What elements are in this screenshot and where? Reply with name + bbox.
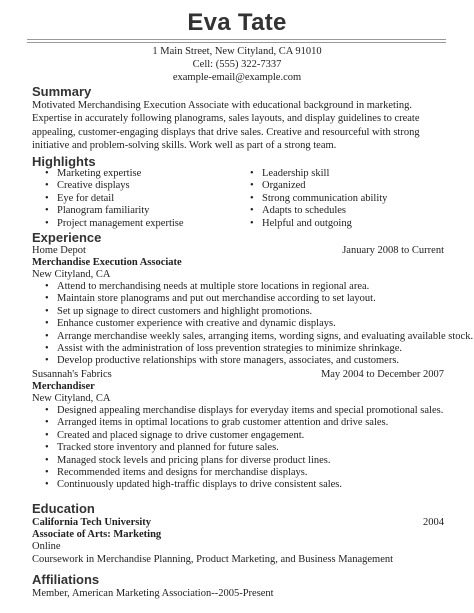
education-mode: Online (32, 541, 61, 552)
job2-company: Susannah's Fabrics (32, 369, 112, 380)
job1-company: Home Depot (32, 245, 86, 256)
header-rule-top (27, 39, 446, 40)
list-item: • Arranged items in optimal locations to grab customer attention and drive sales. (40, 417, 443, 429)
highlights-right-list (245, 168, 387, 230)
job2-dates: May 2004 to December 2007 (320, 369, 444, 380)
list-item: • Organized (245, 180, 387, 192)
education-coursework: Coursework in Merchandise Planning, Product Marketing, and Business Management (32, 554, 394, 565)
list-item: • Assist with the administration of loss prevention strategies to minimize shrinkage. (40, 343, 473, 355)
summary-text: Motivated Merchandising Execution Associate with educational background in marketing. Expertise in accurately following planograms, sales layouts, and display guidelines to create appealing, customer-engaging displays that drive sales. Creative and resourceful with strong initiative and problem-solving skills. Work well as part of a strong team. (32, 100, 420, 151)
email-line: example-email@example.com (172, 72, 302, 83)
list-item: • Leadership skill (245, 168, 387, 180)
job2-location: New Cityland, CA (32, 393, 111, 404)
education-heading: Education (32, 501, 95, 516)
affiliations-text: Member, American Marketing Association--2005-Present (32, 588, 274, 599)
list-item: • Attend to merchandising needs at multiple store locations in regional area. (40, 281, 473, 293)
highlights-heading: Highlights (32, 154, 96, 169)
list-item: • Adapts to schedules (245, 205, 387, 217)
job2-role: Merchandiser (32, 381, 95, 392)
list-item: • Set up signage to direct customers and highlight promotions. (40, 306, 473, 318)
list-item: • Project management expertise (40, 218, 184, 230)
highlights-left-list (40, 168, 184, 230)
list-item: • Planogram familiarity (40, 205, 184, 217)
education-year: 2004 (423, 517, 444, 528)
list-item: • Maintain store planograms and put out merchandise according to set layout. (40, 293, 473, 305)
header-rule-bottom (27, 42, 446, 43)
list-item: • Arrange merchandise weekly sales, arranging items, wording signs, and evaluating available stock. (40, 331, 473, 343)
list-item: • Enhance customer experience with creative and dynamic displays. (40, 318, 473, 330)
list-item: • Creative displays (40, 180, 184, 192)
list-item: • Designed appealing merchandise displays for everyday items and special promotional sales. (40, 405, 443, 417)
experience-heading: Experience (32, 230, 102, 245)
list-item: • Continuously updated high-traffic displays to drive consistent sales. (40, 479, 443, 491)
affiliations-heading: Affiliations (32, 572, 100, 587)
list-item: • Marketing expertise (40, 168, 184, 180)
job1-location: New Cityland, CA (32, 269, 111, 280)
address-line: 1 Main Street, New Cityland, CA 91010 (152, 46, 322, 57)
list-item: • Created and placed signage to drive customer engagement. (40, 430, 443, 442)
list-item: • Tracked store inventory and planned for future sales. (40, 442, 443, 454)
job1-role: Merchandise Execution Associate (32, 257, 182, 268)
contact-block (0, 45, 474, 84)
list-item: • Helpful and outgoing (245, 218, 387, 230)
summary-heading: Summary (32, 84, 92, 99)
job1-dates: January 2008 to Current (342, 245, 444, 256)
phone-line: Cell: (555) 322-7337 (192, 59, 282, 70)
list-item: • Eye for detail (40, 193, 184, 205)
list-item: • Recommended items and designs for merchandise displays. (40, 467, 443, 479)
list-item: • Strong communication ability (245, 193, 387, 205)
candidate-name: Eva Tate (187, 9, 287, 36)
education-degree: Associate of Arts: Marketing (32, 529, 162, 540)
job1-bullets (40, 281, 473, 368)
job2-bullets (40, 405, 443, 492)
list-item: • Managed stock levels and pricing plans for diverse product lines. (40, 455, 443, 467)
education-school: California Tech University (32, 517, 152, 528)
list-item: • Develop productive relationships with store managers, associates, and customers. (40, 355, 473, 367)
